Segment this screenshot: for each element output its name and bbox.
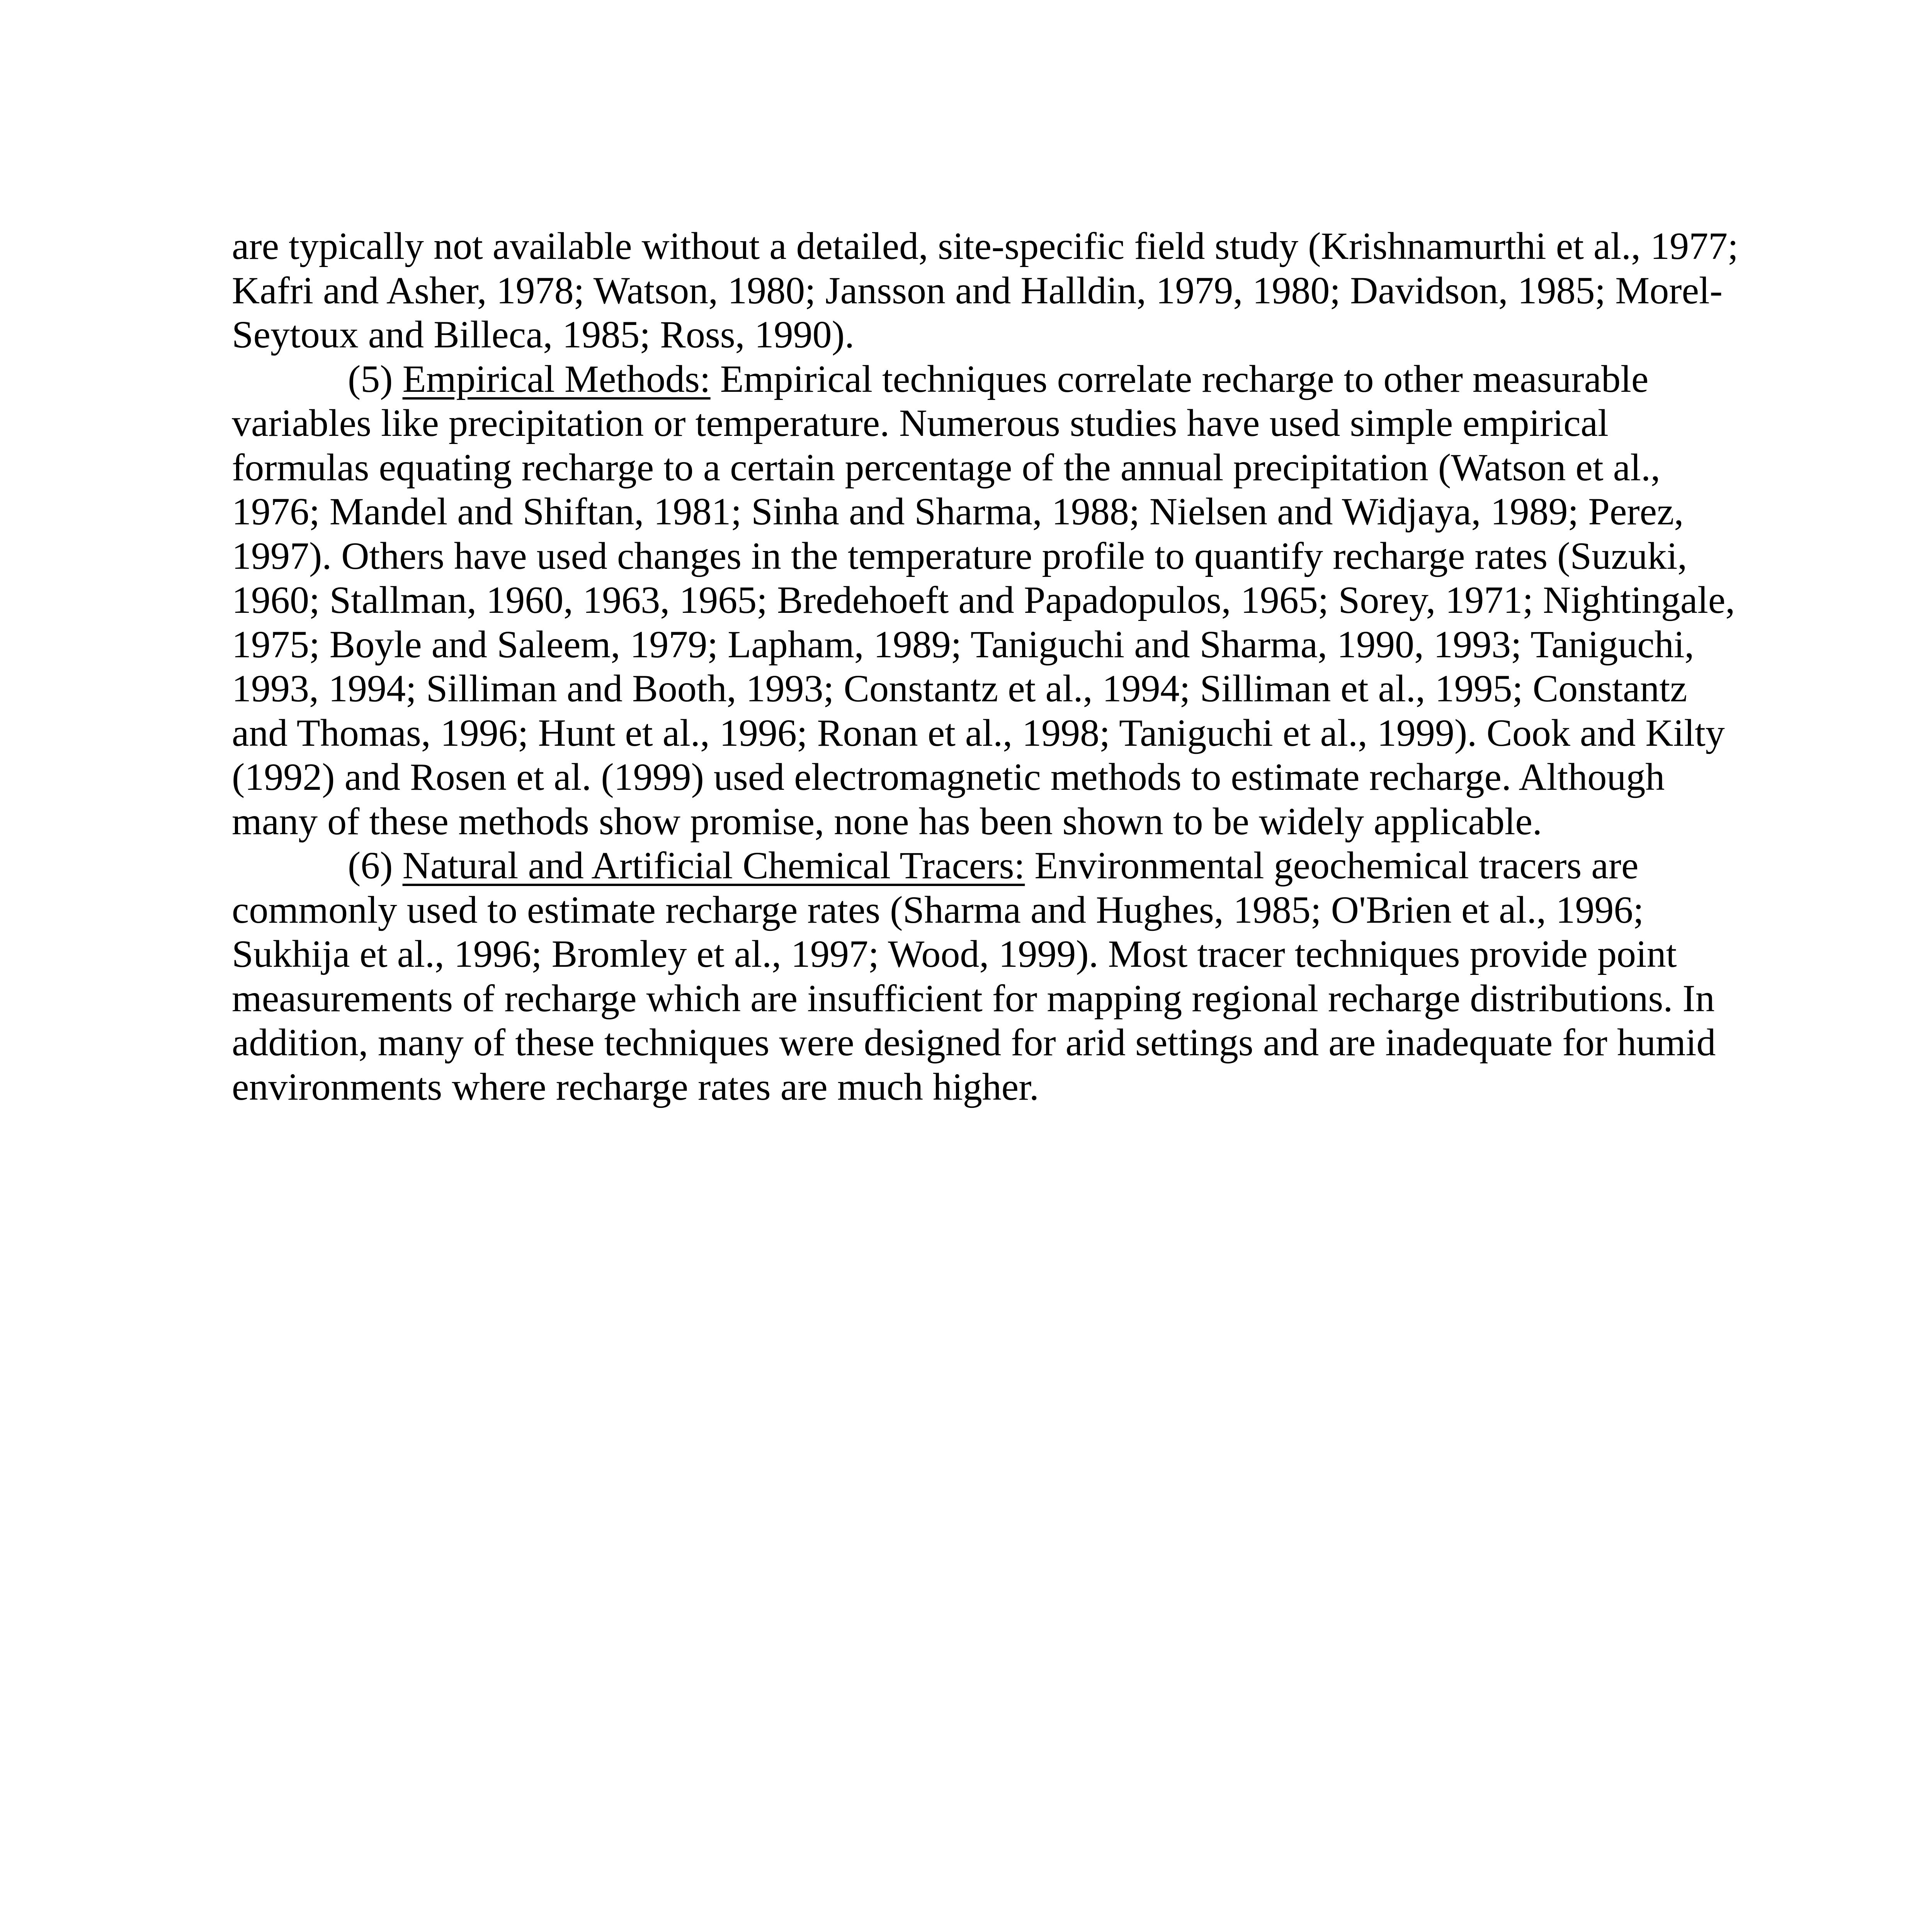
text-line: formulas equating recharge to a certain percentage of the annual precipitation (Watson et al., [232, 446, 1660, 489]
section-text: Empirical techniques correlate recharge to other measurable [720, 357, 1649, 400]
text-line: 1997). Others have used changes in the temperature profile to quantify recharge rates (Suzuki, [232, 534, 1687, 577]
text-line: commonly used to estimate recharge rates (Sharma and Hughes, 1985; O'Brien et al., 1996; [232, 888, 1644, 931]
text-line: many of these methods show promise, none has been shown to be widely applicable. [232, 799, 1542, 843]
chemical-tracers-paragraph [232, 844, 1750, 1109]
section-heading: Empirical Methods: [402, 357, 711, 400]
text-line: are typically not available without a detailed, site-specific field study (Krishnamurthi et al., 1977; [232, 224, 1738, 267]
text-line: 1993, 1994; Silliman and Booth, 1993; Constantz et al., 1994; Silliman et al., 1995; Constantz [232, 667, 1687, 710]
text-line: 1960; Stallman, 1960, 1963, 1965; Bredehoeft and Papadopulos, 1965; Sorey, 1971; Nightingale, [232, 578, 1735, 621]
text-line: (1992) and Rosen et al. (1999) used electromagnetic methods to estimate recharge. Although [232, 755, 1665, 798]
text-line: addition, many of these techniques were designed for arid settings and are inadequate for humid [232, 1021, 1716, 1064]
continued-paragraph [232, 224, 1750, 357]
text-line: variables like precipitation or temperature. Numerous studies have used simple empirical [232, 401, 1609, 444]
section-number: (6) [348, 844, 393, 887]
text-line: 1976; Mandel and Shiftan, 1981; Sinha and Sharma, 1988; Nielsen and Widjaya, 1989; Perez, [232, 490, 1684, 533]
section-number: (5) [348, 357, 393, 400]
text-line: 1975; Boyle and Saleem, 1979; Lapham, 1989; Taniguchi and Sharma, 1990, 1993; Taniguchi, [232, 622, 1694, 666]
section-first-line [232, 844, 1750, 888]
text-line: environments where recharge rates are much higher. [232, 1065, 1039, 1108]
section-first-line [232, 357, 1750, 401]
body-text [232, 224, 1750, 1109]
text-line: Sukhija et al., 1996; Bromley et al., 1997; Wood, 1999). Most tracer techniques provide point [232, 932, 1677, 975]
text-line: Kafri and Asher, 1978; Watson, 1980; Jansson and Halldin, 1979, 1980; Davidson, 1985; Morel- [232, 269, 1723, 312]
empirical-methods-paragraph [232, 357, 1750, 844]
text-line: and Thomas, 1996; Hunt et al., 1996; Ronan et al., 1998; Taniguchi et al., 1999). Cook and Kilty [232, 711, 1725, 754]
section-heading: Natural and Artificial Chemical Tracers: [402, 844, 1025, 887]
section-text: Environmental geochemical tracers are [1034, 844, 1639, 887]
text-line: measurements of recharge which are insufficient for mapping regional recharge distributions. In [232, 976, 1715, 1020]
text-line: Seytoux and Billeca, 1985; Ross, 1990). [232, 313, 854, 356]
